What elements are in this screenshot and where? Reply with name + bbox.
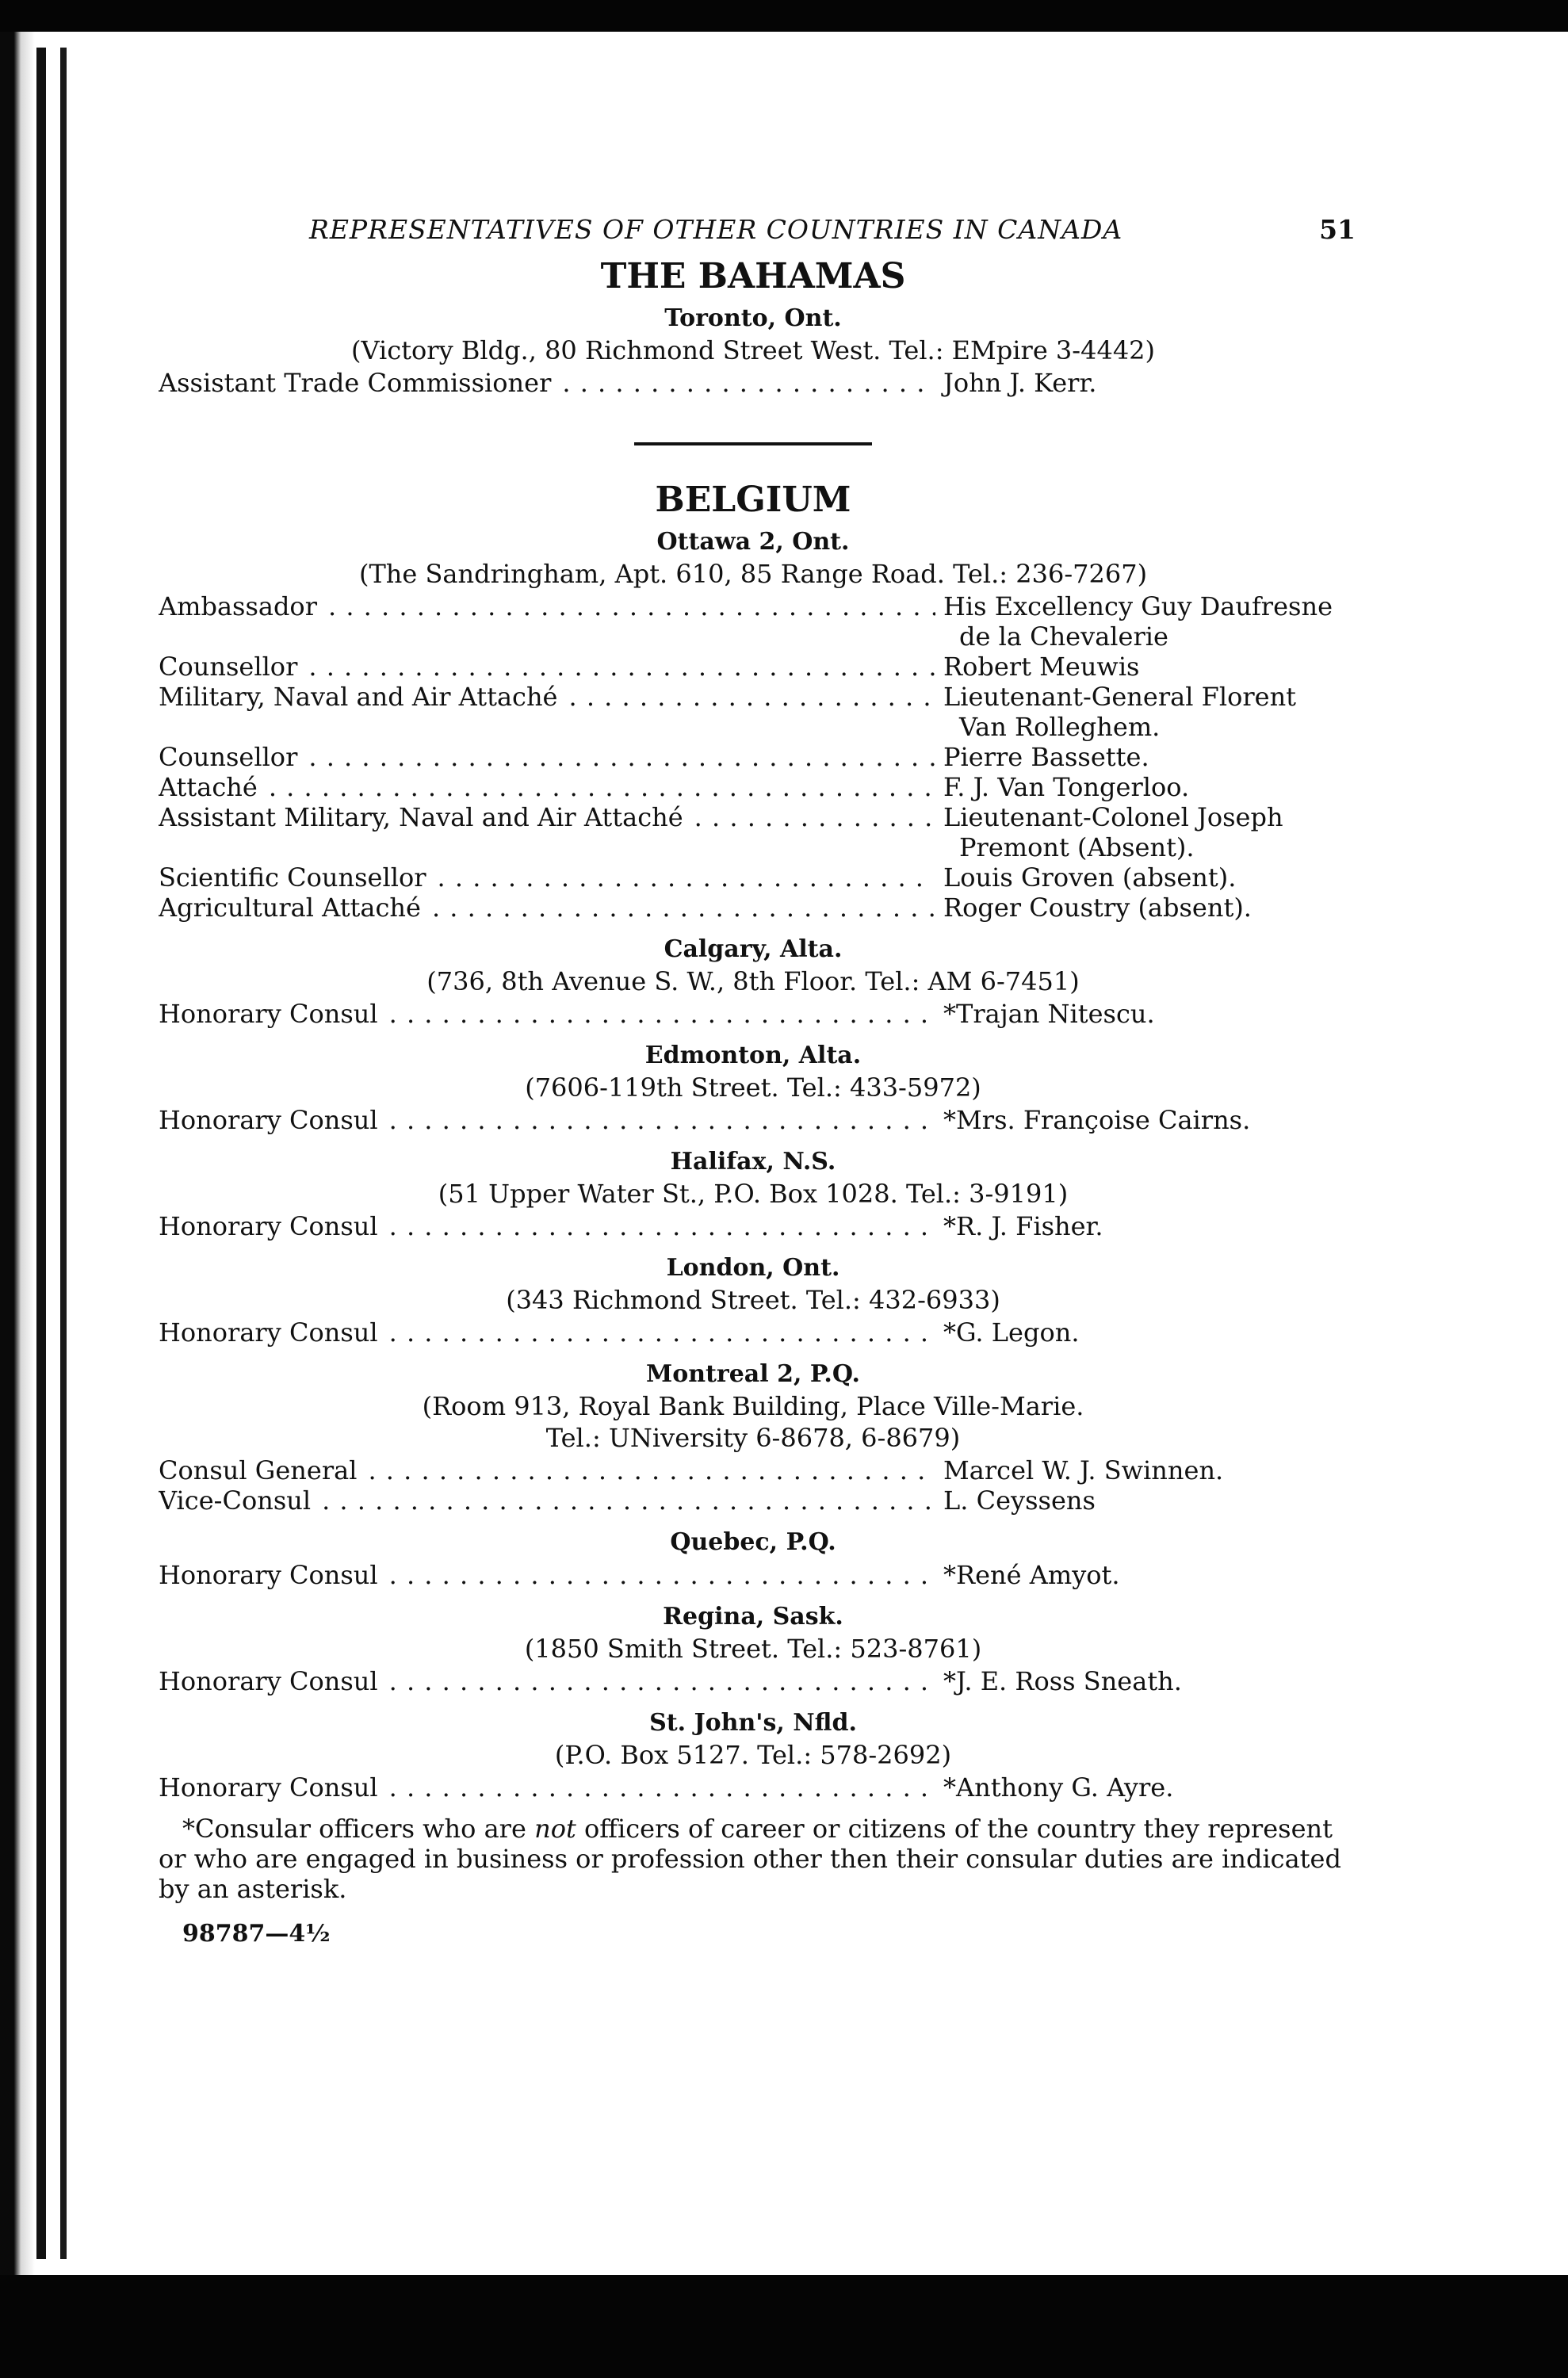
entry-row bbox=[159, 652, 1348, 682]
entry-row bbox=[159, 999, 1348, 1029]
leader-dots bbox=[568, 682, 935, 712]
entry-row bbox=[159, 1211, 1348, 1241]
leader-dots bbox=[389, 1772, 935, 1803]
entry-row bbox=[159, 802, 1348, 862]
position-label: Military, Naval and Air Attaché bbox=[159, 682, 558, 712]
position-label: Honorary Consul bbox=[159, 1772, 378, 1803]
entry-list bbox=[159, 1666, 1348, 1696]
page-number: 51 bbox=[1319, 214, 1356, 245]
person-name: Lieutenant-General Florent bbox=[943, 682, 1297, 712]
person-name: Robert Meuwis bbox=[943, 652, 1140, 682]
entry-list bbox=[159, 1211, 1348, 1241]
address: (The Sandringham, Apt. 610, 85 Range Road. Tel.: 236-7267) bbox=[358, 559, 1148, 589]
position-label: Honorary Consul bbox=[159, 1317, 378, 1348]
footnote-text: officers of career or citizens of the country they represent or who are engaged in business or profession other then their consular duties are indicated by an asterisk. bbox=[159, 1814, 1341, 1904]
leader-dots bbox=[389, 1666, 935, 1696]
leader-dots bbox=[308, 652, 935, 682]
footnote bbox=[159, 1814, 1348, 1904]
person-name: *Anthony G. Ayre. bbox=[943, 1772, 1174, 1803]
city-heading: Edmonton, Alta. bbox=[644, 1042, 862, 1069]
leader-dots bbox=[389, 1105, 935, 1135]
position-label: Vice-Consul bbox=[159, 1485, 312, 1516]
person-name-continued: de la Chevalerie bbox=[959, 621, 1168, 652]
leader-dots bbox=[308, 742, 935, 772]
person-name: *René Amyot. bbox=[943, 1560, 1120, 1590]
position-label: Honorary Consul bbox=[159, 1560, 378, 1590]
person-name: John J. Kerr. bbox=[943, 368, 1097, 398]
city-heading: Calgary, Alta. bbox=[664, 935, 843, 963]
position-label: Scientific Counsellor bbox=[159, 862, 426, 893]
person-name: *R. J. Fisher. bbox=[943, 1211, 1103, 1241]
person-name: Pierre Bassette. bbox=[943, 742, 1149, 772]
position-label: Consul General bbox=[159, 1455, 358, 1485]
city-heading: Toronto, Ont. bbox=[664, 304, 842, 332]
position-label: Ambassador bbox=[159, 591, 317, 621]
person-name-continued: Van Rolleghem. bbox=[959, 712, 1161, 742]
scan-border-top bbox=[0, 0, 1568, 32]
address-line: Tel.: UNiversity 6-8678, 6-8679) bbox=[545, 1423, 961, 1453]
country-heading: BELGIUM bbox=[655, 480, 851, 520]
position-label: Honorary Consul bbox=[159, 999, 378, 1029]
person-name: *J. E. Ross Sneath. bbox=[943, 1666, 1182, 1696]
address-line: (Room 913, Royal Bank Building, Place Ville-Marie. bbox=[422, 1391, 1084, 1421]
entry-row bbox=[159, 1485, 1348, 1516]
leader-dots bbox=[389, 999, 935, 1029]
scan-binding-edge bbox=[36, 48, 46, 2259]
document-page bbox=[159, 214, 1356, 1948]
position-label: Attaché bbox=[159, 772, 258, 802]
entry-row bbox=[159, 591, 1348, 652]
scan-binding-edge bbox=[60, 48, 67, 2259]
city-heading: Montreal 2, P.Q. bbox=[646, 1360, 860, 1388]
entry-row bbox=[159, 1560, 1348, 1590]
person-name-continued: Premont (Absent). bbox=[959, 832, 1195, 862]
leader-dots bbox=[438, 862, 935, 893]
entry-row bbox=[159, 1105, 1348, 1135]
entry-list bbox=[159, 1317, 1348, 1348]
address: (736, 8th Avenue S. W., 8th Floor. Tel.: AM 6-7451) bbox=[426, 966, 1080, 996]
section-belgium bbox=[159, 477, 1348, 1803]
person-name: F. J. Van Tongerloo. bbox=[943, 772, 1190, 802]
person-name: *Trajan Nitescu. bbox=[943, 999, 1155, 1029]
position-label: Honorary Consul bbox=[159, 1211, 378, 1241]
leader-dots bbox=[368, 1455, 935, 1485]
entry-row bbox=[159, 1772, 1348, 1803]
entry-list bbox=[159, 1560, 1348, 1590]
entry-list bbox=[159, 368, 1348, 398]
address: (P.O. Box 5127. Tel.: 578-2692) bbox=[554, 1740, 952, 1770]
leader-dots bbox=[432, 893, 935, 923]
country-heading: THE BAHAMAS bbox=[600, 256, 906, 296]
leader-dots bbox=[694, 802, 935, 832]
footnote-text: *Consular officers who are bbox=[182, 1814, 535, 1844]
position-label: Counsellor bbox=[159, 742, 298, 772]
entry-list bbox=[159, 999, 1348, 1029]
position-label: Agricultural Attaché bbox=[159, 893, 421, 923]
leader-dots bbox=[562, 368, 935, 398]
entry-row bbox=[159, 742, 1348, 772]
position-label: Assistant Trade Commissioner bbox=[159, 368, 552, 398]
leader-dots bbox=[322, 1485, 935, 1516]
entry-list bbox=[159, 1105, 1348, 1135]
address: (51 Upper Water St., P.O. Box 1028. Tel.: 3-9191) bbox=[438, 1179, 1069, 1209]
leader-dots bbox=[389, 1211, 935, 1241]
position-label: Counsellor bbox=[159, 652, 298, 682]
entry-row bbox=[159, 368, 1348, 398]
section-bahamas bbox=[159, 254, 1348, 398]
person-name: Marcel W. J. Swinnen. bbox=[943, 1455, 1224, 1485]
scan-border-left bbox=[0, 32, 35, 2275]
entry-row bbox=[159, 682, 1348, 742]
entry-list bbox=[159, 591, 1348, 923]
entry-list bbox=[159, 1455, 1348, 1516]
entry-row bbox=[159, 862, 1348, 893]
address: (Victory Bldg., 80 Richmond Street West. Tel.: EMpire 3-4442) bbox=[350, 335, 1156, 365]
entry-row bbox=[159, 893, 1348, 923]
entry-row bbox=[159, 1317, 1348, 1348]
section-divider bbox=[634, 442, 872, 445]
position-label: Honorary Consul bbox=[159, 1666, 378, 1696]
person-name: Lieutenant-Colonel Joseph bbox=[943, 802, 1283, 832]
printer-mark: 98787—4½ bbox=[182, 1920, 331, 1948]
address: (1850 Smith Street. Tel.: 523-8761) bbox=[524, 1634, 982, 1664]
address bbox=[159, 1390, 1348, 1454]
running-head bbox=[159, 214, 1356, 254]
person-name: *G. Legon. bbox=[943, 1317, 1080, 1348]
leader-dots bbox=[389, 1560, 935, 1590]
city-heading: Halifax, N.S. bbox=[670, 1148, 836, 1176]
leader-dots bbox=[328, 591, 935, 621]
person-name: *Mrs. Françoise Cairns. bbox=[943, 1105, 1251, 1135]
person-name: L. Ceyssens bbox=[943, 1485, 1096, 1516]
entry-list bbox=[159, 1772, 1348, 1803]
footnote-emphasis: not bbox=[534, 1814, 576, 1844]
address: (343 Richmond Street. Tel.: 432-6933) bbox=[506, 1285, 1000, 1315]
city-heading: St. John's, Nfld. bbox=[649, 1709, 857, 1737]
city-heading: Ottawa 2, Ont. bbox=[656, 528, 850, 556]
entry-row bbox=[159, 1455, 1348, 1485]
entry-row bbox=[159, 772, 1348, 802]
position-label: Assistant Military, Naval and Air Attaché bbox=[159, 802, 683, 832]
running-title: REPRESENTATIVES OF OTHER COUNTRIES IN CANADA bbox=[309, 214, 1123, 245]
city-heading: Quebec, P.Q. bbox=[670, 1528, 836, 1556]
scan-border-bottom bbox=[0, 2275, 1568, 2378]
leader-dots bbox=[269, 772, 935, 802]
address: (7606-119th Street. Tel.: 433-5972) bbox=[525, 1072, 981, 1103]
person-name: His Excellency Guy Daufresne bbox=[943, 591, 1333, 621]
city-heading: Regina, Sask. bbox=[663, 1603, 843, 1631]
person-name: Louis Groven (absent). bbox=[943, 862, 1237, 893]
city-heading: London, Ont. bbox=[666, 1254, 840, 1282]
entry-row bbox=[159, 1666, 1348, 1696]
person-name: Roger Coustry (absent). bbox=[943, 893, 1252, 923]
position-label: Honorary Consul bbox=[159, 1105, 378, 1135]
leader-dots bbox=[389, 1317, 935, 1348]
